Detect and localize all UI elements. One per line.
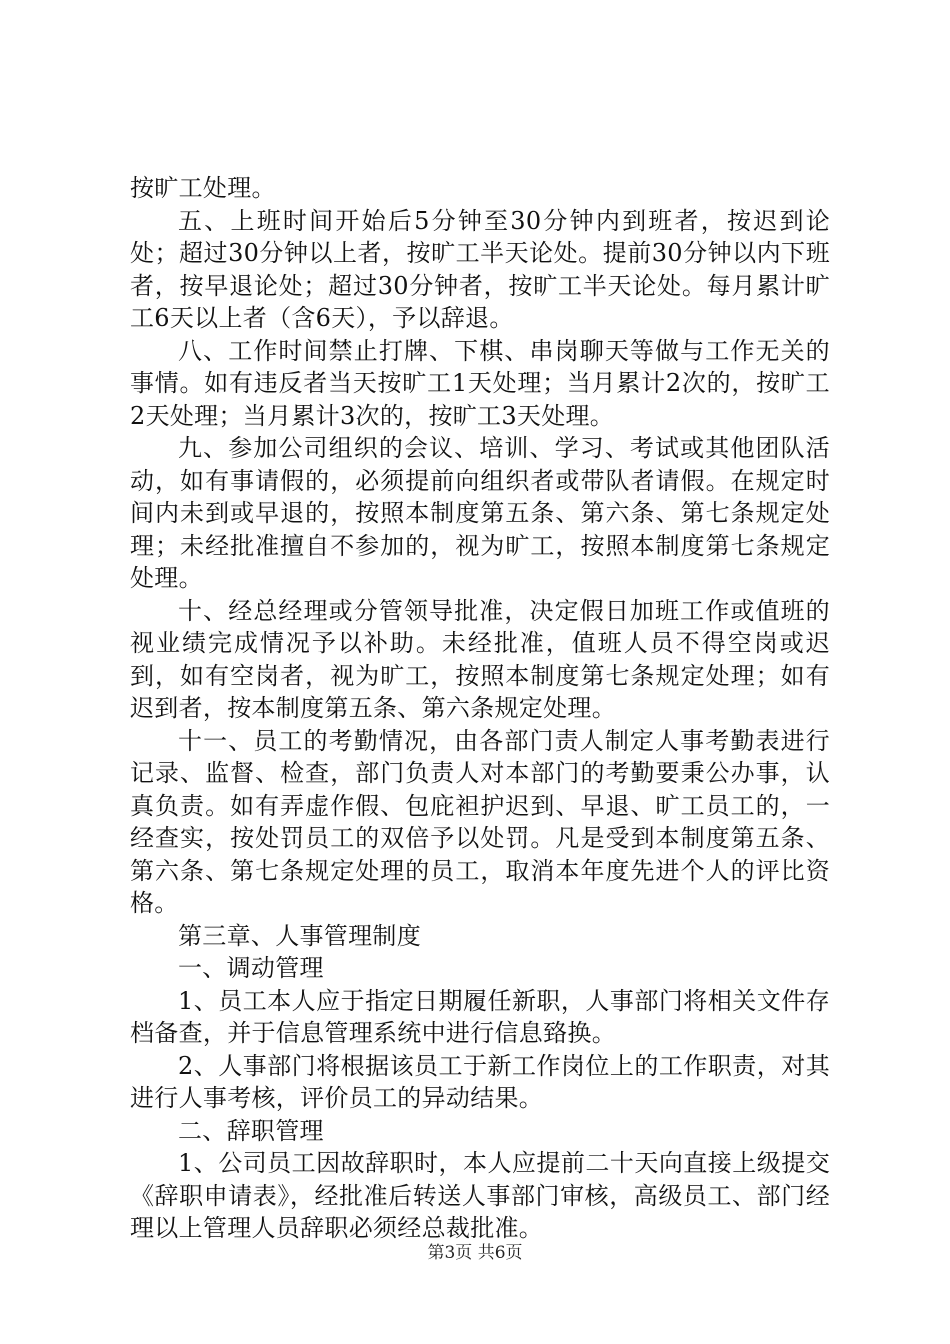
paragraph-article-8: 八、工作时间禁止打牌、下棋、串岗聊天等做与工作无关的事情。如有违反者当天按旷工1天处理；当月累计2次的，按旷工2天处理；当月累计3次的，按旷工3天处理。 — [130, 336, 830, 430]
page-footer: 第3页 共6页 — [427, 1243, 523, 1263]
section-heading-transfer: 一、调动管理 — [178, 954, 324, 982]
paragraph-resignation-1: 1、公司员工因故辞职时，本人应提前二十天向直接上级提交《辞职申请表》，经批准后转送人事部门审核，高级员工、部门经理以上管理人员辞职必须经总裁批准。 — [130, 1149, 830, 1242]
section-heading-resignation: 二、辞职管理 — [178, 1116, 324, 1145]
chapter-heading: 第三章、人事管理制度 — [178, 921, 421, 950]
document-body — [130, 172, 830, 1245]
paragraph-continuation: 按旷工处理。 — [130, 174, 276, 202]
paragraph-article-11: 十一、员工的考勤情况，由各部门责人制定人事考勤表进行记录、监督、检查，部门负责人对本部门的考勤要秉公办事，认真负责。如有弄虚作假、包庇袒护迟到、早退、旷工员工的，一经查实，按处罚员工的双倍予以处罚。凡是受到本制度第五条、第六条、第七条规定处理的员工，取消本年度先进个人的评比资格。 — [130, 726, 830, 917]
paragraph-article-5: 五、上班时间开始后5分钟至30分钟内到班者，按迟到论处；超过30分钟以上者，按旷工半天论处。提前30分钟以内下班者，按早退论处；超过30分钟者，按旷工半天论处。每月累计旷工6天以上者（含6天），予以辞退。 — [130, 206, 830, 332]
paragraph-transfer-1: 1、员工本人应于指定日期履任新职，人事部门将相关文件存档备查，并于信息管理系统中进行信息臵换。 — [130, 986, 830, 1047]
paragraph-article-9: 九、参加公司组织的会议、培训、学习、考试或其他团队活动，如有事请假的，必须提前向组织者或带队者请假。在规定时间内未到或早退的，按照本制度第五条、第六条、第七条规定处理；未经批准擅自不参加的，视为旷工，按照本制度第七条规定处理。 — [130, 434, 830, 592]
paragraph-transfer-2: 2、人事部门将根据该员工于新工作岗位上的工作职责，对其进行人事考核，评价员工的异动结果。 — [130, 1051, 830, 1112]
paragraph-article-10: 十、经总经理或分管领导批准，决定假日加班工作或值班的视业绩完成情况予以补助。未经批准，值班人员不得空岗或迟到，如有空岗者，视为旷工，按照本制度第七条规定处理；如有迟到者，按本制度第五条、第六条规定处理。 — [130, 596, 830, 722]
